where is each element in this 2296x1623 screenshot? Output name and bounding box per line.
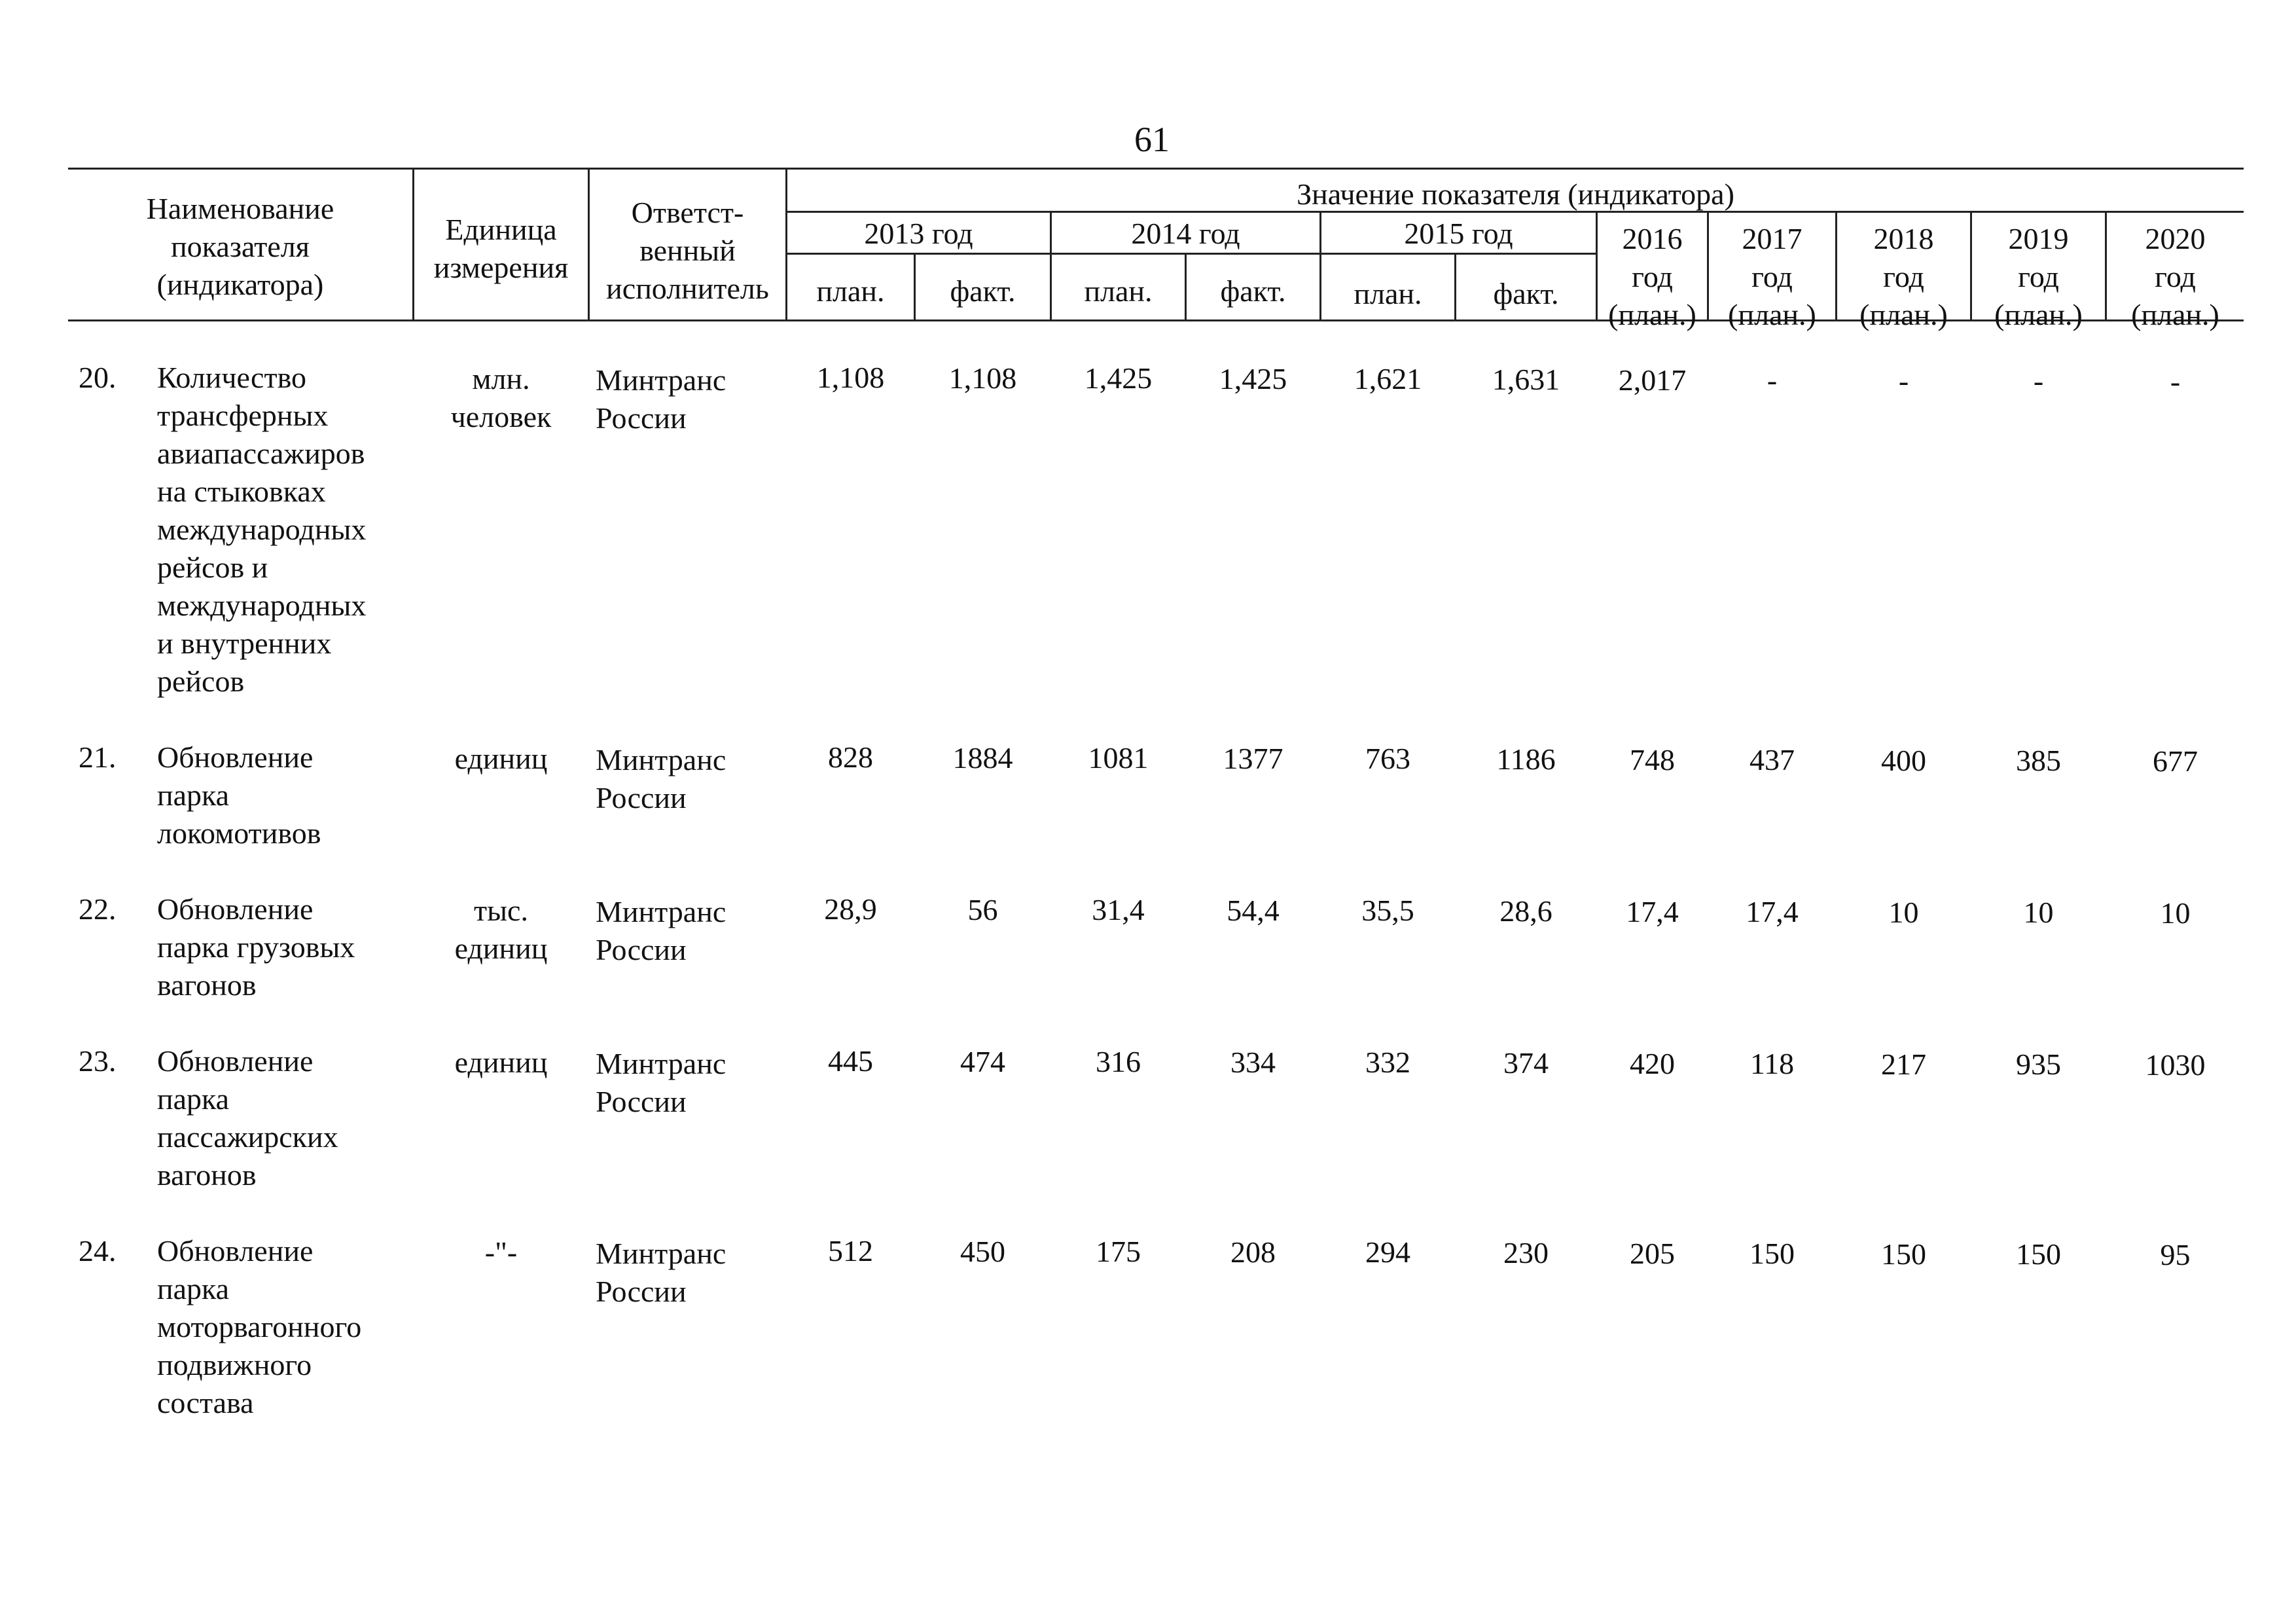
value-cell: 54,4 [1227, 893, 1280, 927]
unit-of-measure: единиц [454, 1046, 548, 1079]
value-cell: 935 [2016, 1048, 2061, 1082]
page-number: 61 [1134, 120, 1170, 159]
header-year-2020: 2020 год (план.) [2131, 222, 2219, 331]
value-cell: 10 [1888, 895, 1919, 929]
value-cell: - [1898, 363, 1909, 397]
indicator-name: Обновление парка пассажирских вагонов [157, 1044, 338, 1192]
value-cell: 400 [1881, 743, 1926, 777]
row-number: 24. [79, 1234, 117, 1267]
value-cell: 294 [1365, 1235, 1410, 1269]
header-plan-2014: план. [1084, 274, 1153, 308]
value-cell: 230 [1503, 1236, 1549, 1269]
value-cell: - [2170, 365, 2181, 398]
header-indicator-name: Наименование показателя (индикатора) [146, 192, 334, 301]
value-cell: 118 [1749, 1047, 1795, 1081]
value-cell: 1,108 [948, 361, 1017, 395]
responsible-executor: Минтранс России [596, 743, 726, 814]
value-cell: 28,9 [824, 892, 877, 926]
value-cell: 150 [1881, 1237, 1926, 1271]
header-value-group: Значение показателя (индикатора) [1297, 177, 1734, 211]
responsible-executor: Минтранс России [596, 895, 726, 966]
unit-of-measure: млн. человек [450, 362, 552, 433]
header-fact-2013: факт. [950, 274, 1016, 308]
header-responsible: Ответст- венный исполнитель [606, 196, 769, 305]
value-cell: 1,425 [1219, 361, 1287, 395]
value-cell: 748 [1630, 742, 1675, 776]
header-year-2014: 2014 год [1131, 217, 1240, 250]
value-cell: 17,4 [1746, 895, 1799, 929]
value-cell: 763 [1365, 742, 1410, 776]
row-number: 23. [79, 1044, 117, 1078]
header-year-2015: 2015 год [1404, 217, 1513, 250]
value-cell: 474 [960, 1044, 1005, 1078]
value-cell: 2,017 [1618, 363, 1687, 397]
value-cell: 56 [967, 892, 998, 926]
value-cell: 17,4 [1626, 894, 1679, 928]
value-cell: 31,4 [1092, 893, 1145, 927]
unit-of-measure: -"- [484, 1235, 518, 1269]
header-year-2018: 2018 год (план.) [1859, 222, 1948, 331]
row-number: 21. [79, 740, 117, 774]
value-cell: 1884 [952, 740, 1013, 775]
indicator-name: Обновление парка локомотивов [157, 740, 321, 850]
value-cell: 28,6 [1499, 894, 1552, 928]
value-cell: 828 [828, 740, 873, 774]
value-cell: 374 [1503, 1046, 1549, 1080]
value-cell: 10 [2160, 896, 2191, 930]
value-cell: 1,425 [1084, 361, 1153, 395]
row-number: 20. [79, 361, 117, 394]
value-cell: 1377 [1223, 741, 1283, 775]
value-cell: 208 [1230, 1235, 1276, 1269]
value-cell: 420 [1630, 1046, 1675, 1080]
value-cell: 316 [1096, 1045, 1141, 1079]
value-cell: 437 [1749, 743, 1795, 777]
header-plan-2013: план. [816, 274, 885, 308]
unit-of-measure: тыс. единиц [454, 894, 548, 965]
value-cell: - [1767, 363, 1778, 397]
value-cell: 10 [2023, 896, 2054, 930]
value-cell: 1,108 [816, 361, 885, 394]
header-year-2017: 2017 год (план.) [1728, 222, 1816, 331]
row-number: 22. [79, 892, 117, 926]
value-cell: 95 [2160, 1238, 2191, 1271]
value-cell: 385 [2016, 744, 2061, 778]
indicator-name: Обновление парка моторвагонного подвижного состава [157, 1234, 362, 1419]
value-cell: 150 [1749, 1237, 1795, 1271]
header-plan-2015: план. [1354, 277, 1422, 310]
responsible-executor: Минтранс России [596, 363, 726, 435]
unit-of-measure: единиц [454, 742, 548, 775]
header-unit: Единица измерения [433, 213, 569, 284]
value-cell: 1030 [2145, 1048, 2206, 1082]
value-cell: 1081 [1088, 741, 1149, 775]
header-fact-2015: факт. [1493, 277, 1559, 310]
header-year-2019: 2019 год (план.) [1994, 222, 2083, 331]
value-cell: 1186 [1496, 742, 1556, 776]
value-cell: 334 [1230, 1045, 1276, 1079]
value-cell: 175 [1096, 1235, 1141, 1269]
value-cell: 205 [1630, 1236, 1675, 1270]
header-year-2013: 2013 год [864, 217, 973, 250]
indicator-name: Количество трансферных авиапассажиров на стыковках международных рейсов и международных и внутренних рейсов [157, 361, 367, 698]
value-cell: 677 [2153, 744, 2198, 778]
header-fact-2014: факт. [1220, 274, 1286, 308]
value-cell: 1,621 [1354, 362, 1422, 396]
value-cell: 150 [2016, 1237, 2061, 1271]
value-cell: 1,631 [1492, 363, 1560, 396]
value-cell: 217 [1881, 1047, 1926, 1081]
responsible-executor: Минтранс России [596, 1047, 726, 1118]
value-cell: - [2033, 364, 2044, 398]
value-cell: 450 [960, 1234, 1005, 1268]
responsible-executor: Минтранс России [596, 1237, 726, 1308]
header-year-2016: 2016 год (план.) [1608, 222, 1696, 331]
value-cell: 35,5 [1361, 894, 1414, 928]
value-cell: 512 [828, 1234, 873, 1267]
value-cell: 332 [1365, 1046, 1410, 1080]
value-cell: 445 [828, 1044, 873, 1078]
indicator-name: Обновление парка грузовых вагонов [157, 892, 355, 1002]
